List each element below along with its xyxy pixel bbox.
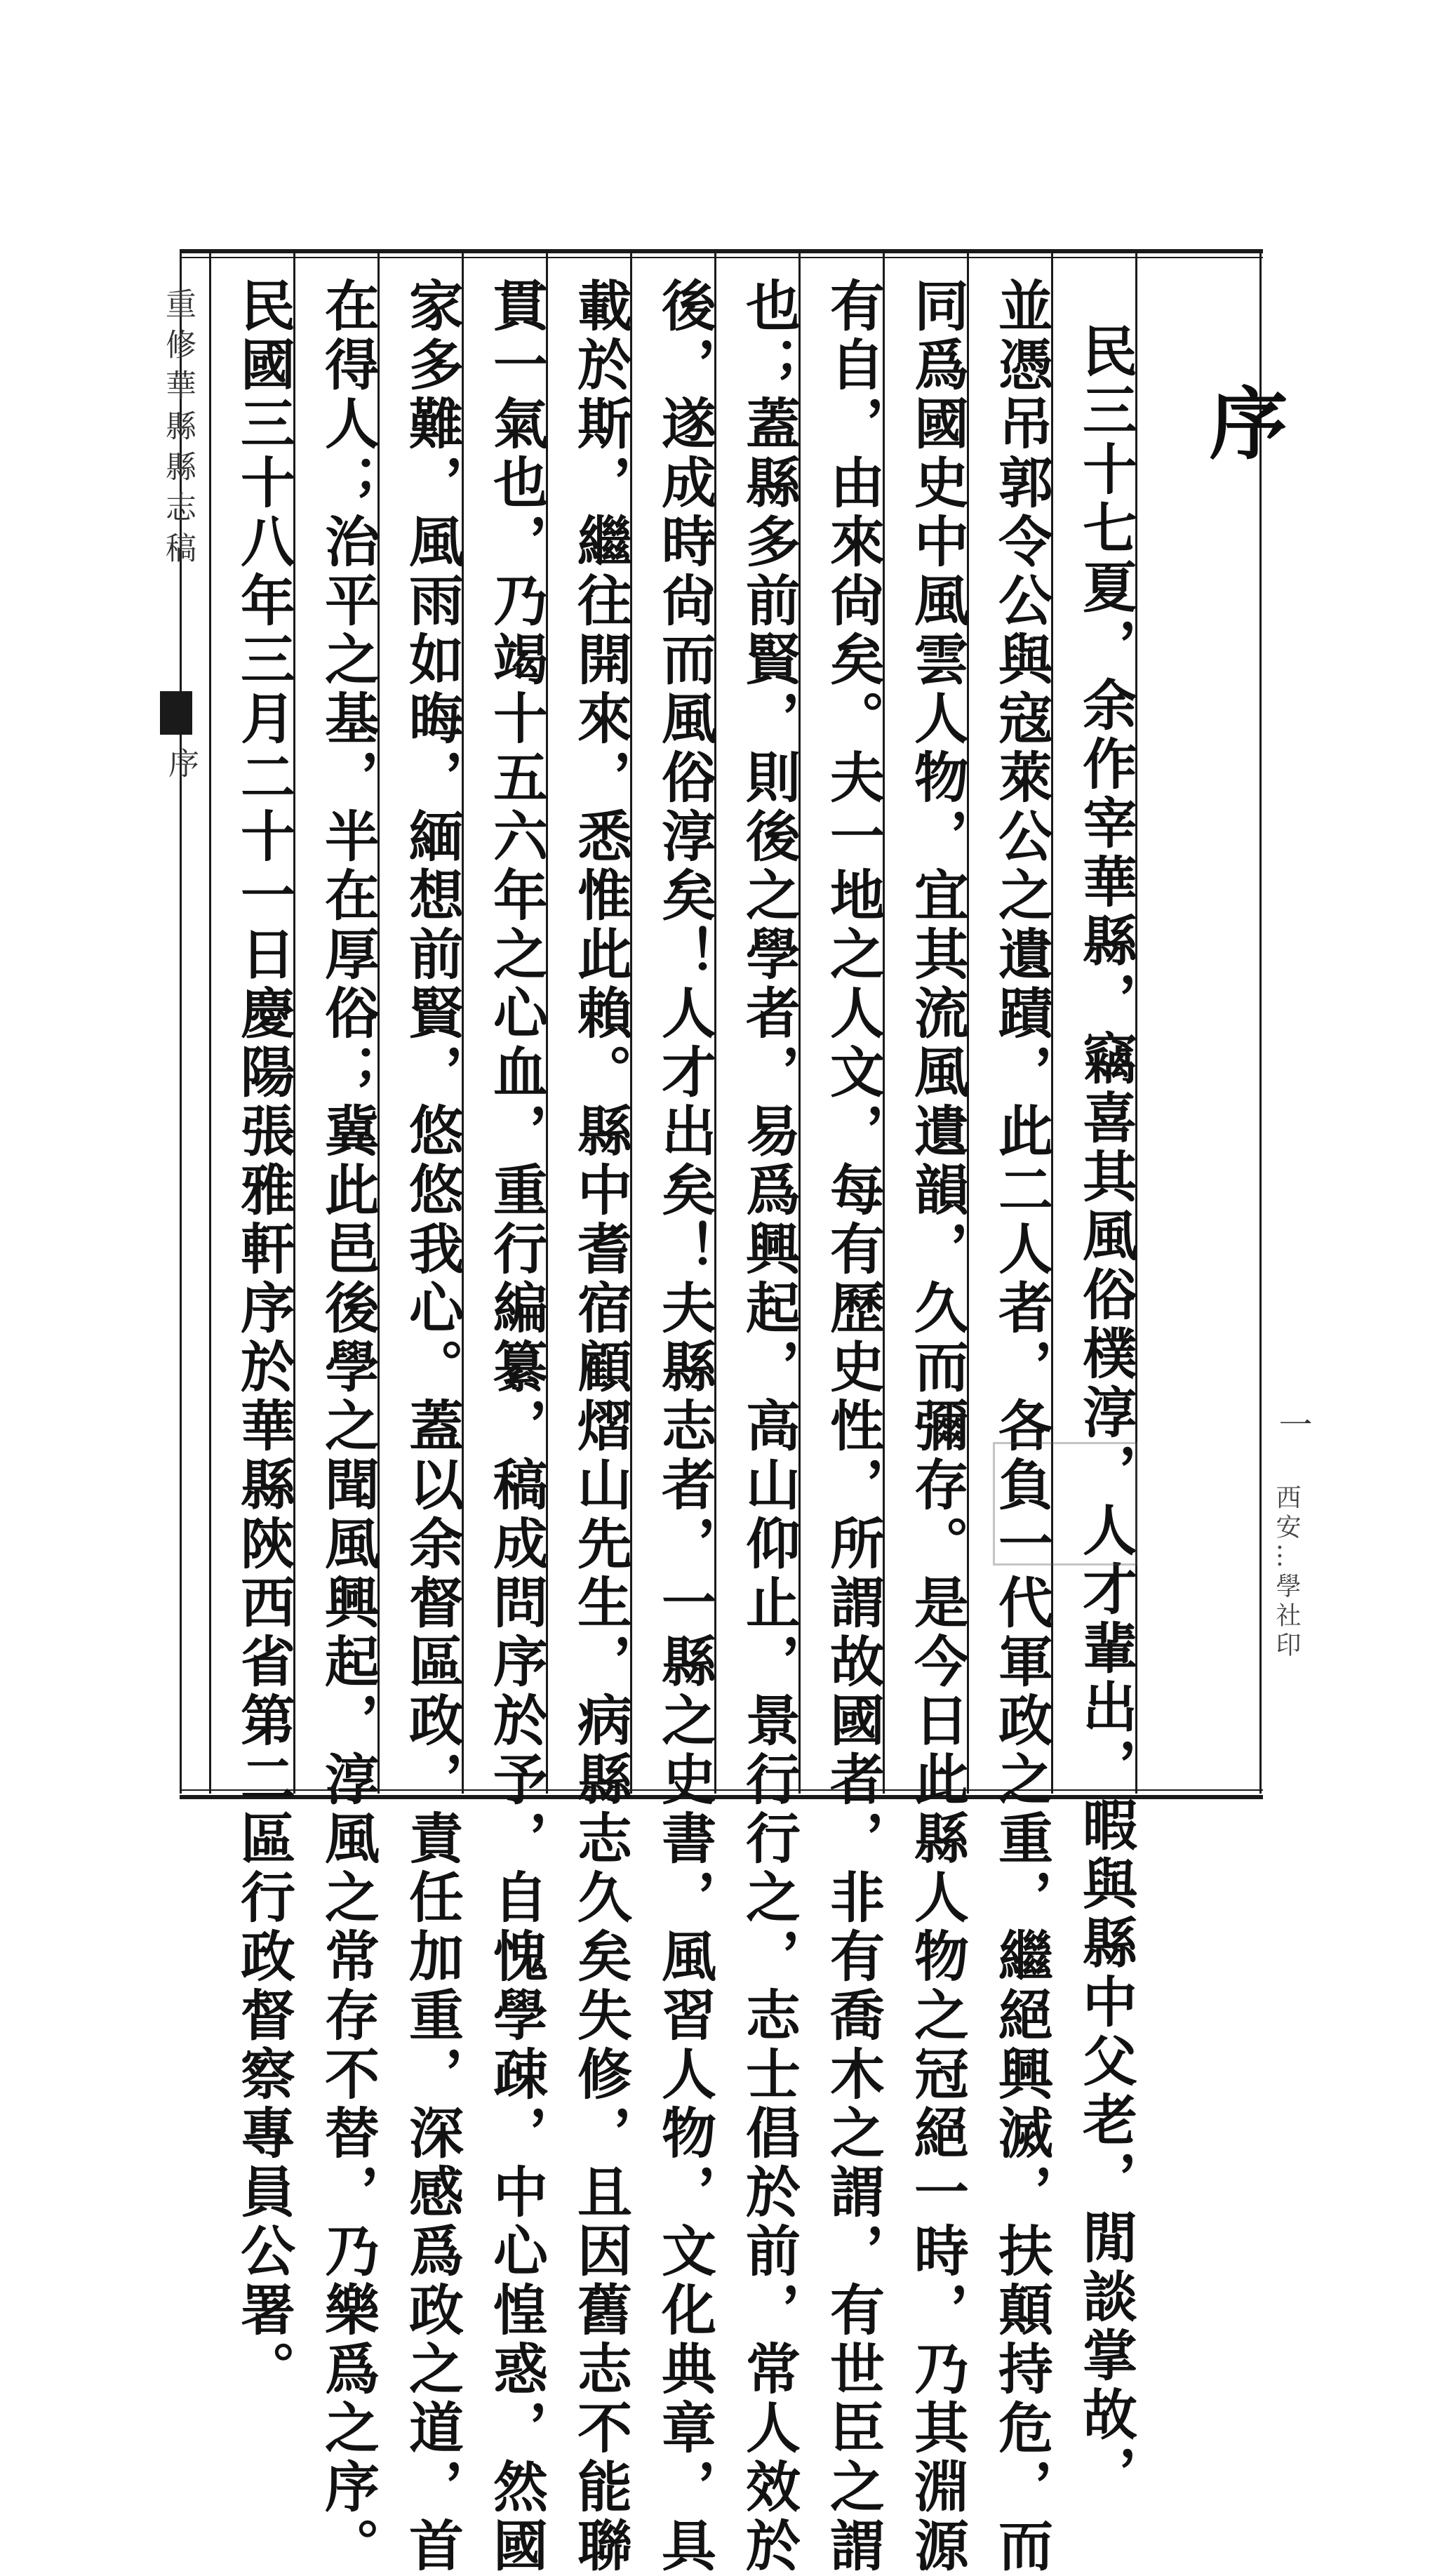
text-column: 在得人；治平之基，半在厚俗；冀此邑後學之聞風興起，淳風之常存不替，乃樂爲之序。	[316, 277, 380, 2576]
margin-section-label: 序	[163, 747, 199, 778]
press-mark: 西安…學社印	[1272, 1484, 1301, 1661]
margin-book-title: 重修華縣縣志稿	[160, 288, 196, 573]
text-column: 有自，由來尙矣。夫一地之人文，每有歷史性，所謂故國者，非有喬木之謂，有世臣之謂	[821, 277, 885, 2576]
text-column: 民國三十八年三月二十一日慶陽張雅軒序於華縣陝西省第二區行政督察專員公署。	[232, 277, 295, 2399]
text-column: 民三十七夏，余作宰華縣，竊喜其風俗樸淳，人才輩出，暇與縣中父老，閒談掌故，	[1074, 323, 1137, 2504]
text-column: 並憑吊郭令公與寇萊公之遺蹟，此二人者，各負一代軍政之重，繼絕興滅，扶顛持危，而	[989, 277, 1053, 2576]
text-column: 後，遂成時尙而風俗淳矣！人才出矣！夫縣志者，一縣之史書，風習人物，文化典章，具	[653, 277, 716, 2576]
text-column: 家多難，風雨如晦，緬想前賢，悠悠我心。蓋以余督區政，責任加重，深感爲政之道，首	[400, 277, 464, 2576]
text-column: 也；蓋縣多前賢，則後之學者，易爲興起，高山仰止，景行行之，志士倡於前，常人效於	[737, 277, 801, 2576]
text-column: 同爲國史中風雲人物，宜其流風遺韻，久而彌存。是今日此縣人物之冠絕一時，乃其淵源	[905, 277, 969, 2576]
page-number: 一	[1273, 1407, 1312, 1441]
text-column: 貫一氣也，乃竭十五六年之心血，重行編纂，稿成問序於予，自愧學疎，中心惶惑，然國	[484, 277, 548, 2576]
column-rule	[209, 253, 211, 1794]
frame-top-inner-rule	[180, 257, 1263, 258]
frame-right-rule	[1259, 253, 1262, 1794]
text-column: 載於斯，繼往開來，悉惟此賴。縣中耆宿顧熠山先生，病縣志久矣失修，且因舊志不能聯	[568, 277, 632, 2576]
preface-title: 序	[1196, 382, 1288, 461]
faded-seal-stamp	[993, 1442, 1137, 1566]
frame-top-rule	[180, 249, 1263, 253]
margin-fishtail-mark	[160, 691, 192, 735]
